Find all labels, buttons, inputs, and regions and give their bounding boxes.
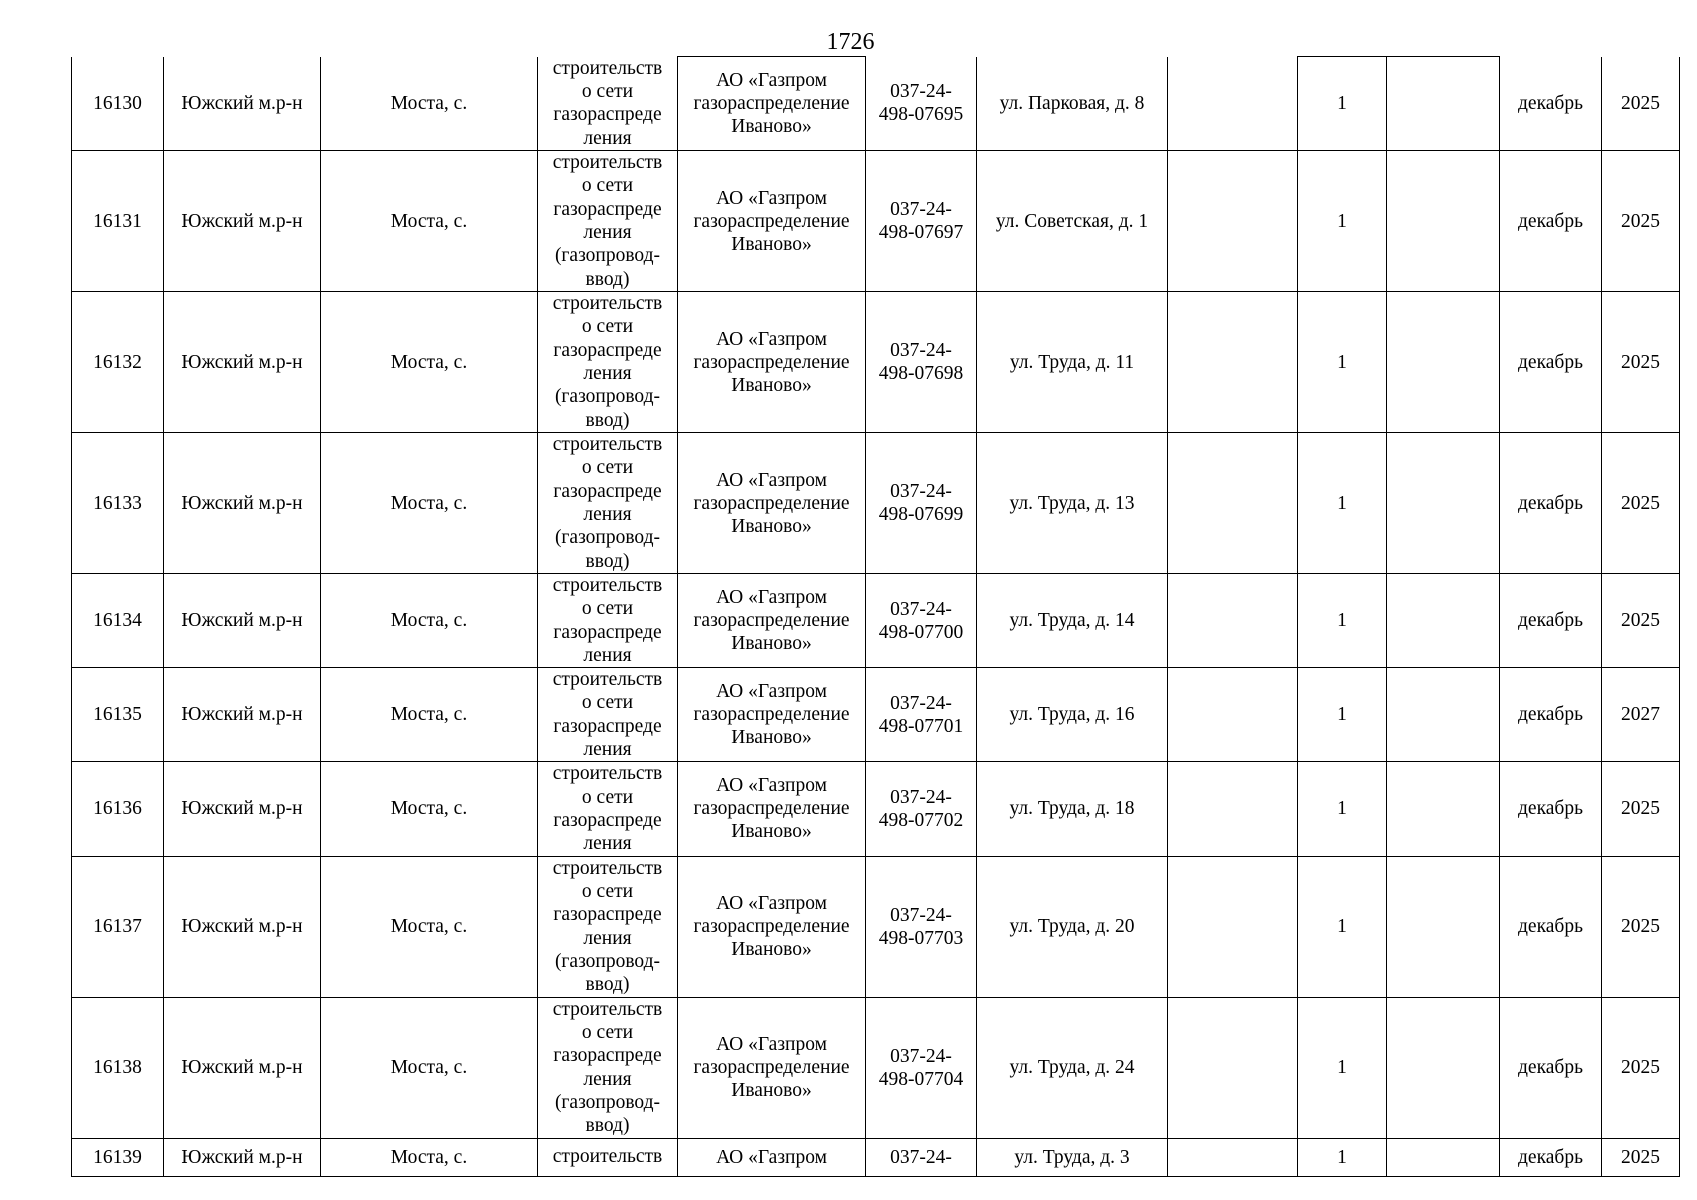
month-cell	[1500, 433, 1602, 574]
organization-cell-line: АО «Газпром	[716, 587, 827, 609]
year-cell-text: 2025	[1621, 798, 1660, 820]
count-cell	[1298, 856, 1387, 997]
address-cell	[977, 856, 1168, 997]
work-type-cell-line: ввод)	[585, 268, 630, 290]
address-cell	[977, 433, 1168, 574]
page-number: 1726	[826, 29, 875, 55]
district-cell	[164, 292, 321, 433]
work-type-cell	[538, 433, 678, 574]
district-cell	[164, 856, 321, 997]
table-row	[72, 433, 1680, 574]
organization-cell-line: АО «Газпром	[716, 1034, 827, 1056]
address-cell-text: ул. Труда, д. 16	[1009, 704, 1135, 726]
count-cell	[1298, 151, 1387, 292]
work-type-cell	[538, 856, 678, 997]
empty-cell-10	[1387, 856, 1500, 997]
table-row	[72, 151, 1680, 292]
district-cell	[164, 57, 321, 151]
count-cell-text: 1	[1337, 916, 1347, 938]
year-cell-text: 2027	[1621, 704, 1660, 726]
organization-cell-line: Иваново»	[731, 633, 812, 655]
district-cell	[164, 1138, 321, 1176]
organization-cell-line: АО «Газпром	[716, 187, 827, 209]
work-type-cell-line: (газопровод-	[554, 245, 661, 267]
month-cell-text: декабрь	[1518, 1057, 1583, 1079]
settlement-cell-text: Моста, с.	[390, 704, 468, 726]
object-code-cell-line: 037-24-	[890, 481, 952, 502]
empty-cell-8	[1168, 668, 1298, 762]
row-number-cell	[72, 433, 164, 574]
organization-cell-line: Иваново»	[731, 939, 812, 961]
organization-cell-line: АО «Газпром	[716, 775, 827, 797]
work-type-cell-line: строительств	[552, 857, 663, 879]
organization-cell	[678, 292, 866, 433]
organization-cell	[678, 433, 866, 574]
work-type-cell-line: газораспреде	[553, 339, 662, 361]
work-type-cell-line: ления	[583, 739, 632, 761]
organization-cell-line: газораспределение	[693, 210, 850, 232]
table-row	[72, 668, 1680, 762]
object-code-cell-line: 037-24-	[890, 1146, 952, 1168]
month-cell	[1500, 57, 1602, 151]
month-cell-text: декабрь	[1518, 704, 1583, 726]
organization-cell-line: газораспределение	[693, 798, 850, 820]
count-cell-text: 1	[1337, 1146, 1347, 1168]
organization-cell-line: АО «Газпром	[716, 328, 827, 350]
organization-cell	[678, 762, 866, 856]
work-type-cell-line: о сети	[581, 457, 634, 479]
empty-cell-8	[1168, 151, 1298, 292]
count-cell-text: 1	[1337, 210, 1347, 232]
organization-cell-line: газораспределение	[693, 351, 850, 373]
count-cell	[1298, 574, 1387, 668]
district-cell	[164, 762, 321, 856]
row-number-cell-text: 16137	[93, 916, 142, 938]
object-code-cell	[866, 762, 977, 856]
object-code-cell	[866, 574, 977, 668]
month-cell	[1500, 151, 1602, 292]
row-number-cell	[72, 762, 164, 856]
work-type-cell-line: ввод)	[585, 550, 630, 572]
work-type-cell	[538, 762, 678, 856]
year-cell	[1602, 997, 1680, 1138]
year-cell-text: 2025	[1621, 610, 1660, 632]
object-code-cell-line: 498-07700	[878, 621, 964, 643]
year-cell	[1602, 292, 1680, 433]
object-code-cell-line: 498-07698	[878, 363, 964, 384]
settlement-cell	[321, 151, 538, 292]
work-type-cell	[538, 292, 678, 433]
work-type-cell-line: о сети	[581, 175, 634, 197]
work-type-cell-line: (газопровод-	[554, 527, 661, 549]
work-type-cell-line: ления	[583, 644, 632, 666]
work-type-cell-line: ввод)	[585, 974, 630, 996]
work-type-cell-line: ления	[583, 504, 632, 525]
object-code-cell-line: 037-24-	[890, 786, 952, 808]
work-type-cell-line: строительств	[552, 669, 663, 691]
settlement-cell-text: Моста, с.	[390, 798, 468, 820]
district-cell-text: Южский м.р-н	[181, 704, 303, 726]
month-cell	[1500, 574, 1602, 668]
count-cell	[1298, 1138, 1387, 1176]
count-cell	[1298, 292, 1387, 433]
count-cell	[1298, 997, 1387, 1138]
organization-cell-line: газораспределение	[693, 1057, 850, 1079]
count-cell-text: 1	[1337, 798, 1347, 820]
object-code-cell-line: 037-24-	[890, 1045, 952, 1067]
organization-cell-line: газораспределение	[693, 916, 850, 938]
month-cell	[1500, 668, 1602, 762]
empty-cell-10	[1387, 762, 1500, 856]
work-type-cell-line: газораспреде	[553, 904, 662, 926]
row-number-cell	[72, 151, 164, 292]
district-cell	[164, 433, 321, 574]
month-cell	[1500, 1138, 1602, 1176]
object-code-cell-line: 498-07697	[878, 222, 964, 243]
district-cell-text: Южский м.р-н	[181, 1057, 303, 1079]
work-type-cell-line: о сети	[581, 786, 634, 808]
empty-cell-8	[1168, 1138, 1298, 1176]
object-code-cell-line: 498-07695	[878, 104, 964, 126]
district-cell	[164, 997, 321, 1138]
organization-cell-line: Иваново»	[731, 116, 812, 137]
row-number-cell	[72, 856, 164, 997]
object-code-cell-line: 498-07702	[878, 809, 964, 831]
settlement-cell-text: Моста, с.	[390, 610, 468, 632]
address-cell-text: ул. Парковая, д. 8	[999, 92, 1145, 114]
year-cell	[1602, 151, 1680, 292]
district-cell-text: Южский м.р-н	[181, 1146, 303, 1168]
work-type-cell	[538, 1138, 678, 1176]
count-cell-text: 1	[1337, 1057, 1347, 1079]
year-cell-text: 2025	[1621, 1146, 1660, 1168]
month-cell	[1500, 856, 1602, 997]
organization-cell	[678, 668, 866, 762]
settlement-cell-text: Моста, с.	[390, 92, 468, 114]
row-number-cell-text: 16130	[93, 92, 142, 114]
work-type-cell-line: ления	[583, 833, 632, 855]
year-cell-text: 2025	[1621, 492, 1660, 514]
settlement-cell-text: Моста, с.	[390, 492, 468, 514]
work-type-cell-line: строительств	[552, 57, 663, 79]
row-number-cell-text: 16135	[93, 704, 142, 726]
object-code-cell-line: 037-24-	[890, 904, 952, 926]
work-type-cell-line: ввод)	[585, 409, 630, 431]
object-code-cell-line: 498-07704	[878, 1068, 964, 1090]
count-cell	[1298, 57, 1387, 151]
settlement-cell-text: Моста, с.	[390, 210, 468, 232]
settlement-cell	[321, 57, 538, 151]
empty-cell-10	[1387, 151, 1500, 292]
settlement-cell	[321, 762, 538, 856]
address-cell-text: ул. Труда, д. 14	[1009, 610, 1135, 632]
work-type-cell-line: ления	[583, 927, 632, 949]
district-cell-text: Южский м.р-н	[181, 92, 303, 114]
object-code-cell	[866, 856, 977, 997]
work-type-cell	[538, 574, 678, 668]
empty-cell-8	[1168, 574, 1298, 668]
count-cell	[1298, 433, 1387, 574]
organization-cell-line: газораспределение	[693, 93, 850, 114]
work-type-cell-line: строительств	[552, 293, 663, 315]
month-cell-text: декабрь	[1518, 610, 1583, 632]
organization-cell-line: газораспределение	[693, 610, 850, 632]
settlement-cell	[321, 668, 538, 762]
settlement-cell	[321, 292, 538, 433]
month-cell	[1500, 997, 1602, 1138]
district-cell-text: Южский м.р-н	[181, 210, 303, 232]
row-number-cell-text: 16134	[93, 610, 142, 632]
year-cell	[1602, 574, 1680, 668]
table-row	[72, 856, 1680, 997]
district-cell	[164, 574, 321, 668]
object-code-cell-line: 498-07703	[878, 927, 964, 949]
work-type-cell-line: о сети	[581, 598, 634, 620]
work-type-cell-line: о сети	[581, 880, 634, 902]
year-cell	[1602, 856, 1680, 997]
address-cell	[977, 574, 1168, 668]
object-code-cell-line: 498-07699	[878, 504, 964, 525]
address-cell	[977, 292, 1168, 433]
district-cell-text: Южский м.р-н	[181, 610, 303, 632]
year-cell	[1602, 57, 1680, 151]
work-type-cell-line: газораспреде	[553, 809, 662, 831]
address-cell	[977, 668, 1168, 762]
empty-cell-10	[1387, 57, 1500, 151]
table-row	[72, 292, 1680, 433]
settlement-cell-text: Моста, с.	[390, 916, 468, 938]
address-cell-text: ул. Труда, д. 13	[1009, 492, 1135, 514]
year-cell-text: 2025	[1621, 916, 1660, 938]
object-code-cell-line: 037-24-	[890, 81, 952, 103]
row-number-cell-text: 16138	[93, 1057, 142, 1079]
table-body	[72, 57, 1680, 1177]
empty-cell-10	[1387, 668, 1500, 762]
month-cell-text: декабрь	[1518, 798, 1583, 820]
row-number-cell-text: 16136	[93, 798, 142, 820]
row-number-cell-text: 16139	[93, 1146, 142, 1168]
count-cell-text: 1	[1337, 351, 1347, 373]
address-cell	[977, 151, 1168, 292]
object-code-cell	[866, 997, 977, 1138]
table-row	[72, 997, 1680, 1138]
organization-cell	[678, 574, 866, 668]
year-cell	[1602, 1138, 1680, 1176]
work-type-cell-line: о сети	[581, 316, 634, 338]
work-type-cell-line: о сети	[581, 692, 634, 714]
address-cell	[977, 762, 1168, 856]
month-cell-text: декабрь	[1518, 351, 1583, 373]
year-cell	[1602, 668, 1680, 762]
district-cell	[164, 151, 321, 292]
settlement-cell	[321, 1138, 538, 1176]
district-cell-text: Южский м.р-н	[181, 798, 303, 820]
month-cell-text: декабрь	[1518, 492, 1583, 514]
settlement-cell	[321, 856, 538, 997]
work-type-cell-line: строительств	[552, 763, 663, 785]
month-cell-text: декабрь	[1518, 1146, 1583, 1168]
work-type-cell-line: строительств	[552, 1146, 663, 1168]
row-number-cell	[72, 574, 164, 668]
work-type-cell	[538, 57, 678, 151]
count-cell-text: 1	[1337, 492, 1347, 514]
work-type-cell-line: ввод)	[585, 1115, 630, 1137]
object-code-cell	[866, 433, 977, 574]
work-type-cell-line: строительств	[552, 434, 663, 456]
table-row	[72, 57, 1680, 151]
work-type-cell	[538, 997, 678, 1138]
address-cell-text: ул. Советская, д. 1	[995, 210, 1149, 232]
row-number-cell	[72, 668, 164, 762]
address-cell-text: ул. Труда, д. 18	[1009, 798, 1135, 820]
row-number-cell	[72, 997, 164, 1138]
organization-cell-line: Иваново»	[731, 727, 812, 749]
empty-cell-8	[1168, 997, 1298, 1138]
object-code-cell-line: 037-24-	[890, 340, 952, 361]
work-type-cell-line: ления	[583, 222, 632, 243]
count-cell-text: 1	[1337, 93, 1347, 114]
work-type-cell-line: о сети	[581, 1021, 634, 1043]
work-type-cell-line: ления	[583, 127, 632, 149]
work-type-cell-line: (газопровод-	[554, 950, 661, 972]
empty-cell-10	[1387, 997, 1500, 1138]
table-row	[72, 1138, 1680, 1176]
work-type-cell-line: газораспреде	[553, 104, 662, 126]
settlement-cell	[321, 433, 538, 574]
organization-cell	[678, 151, 866, 292]
address-cell	[977, 1138, 1168, 1176]
year-cell	[1602, 762, 1680, 856]
organization-cell	[678, 1138, 866, 1176]
row-number-cell-text: 16132	[93, 351, 142, 373]
month-cell-text: декабрь	[1518, 92, 1583, 114]
year-cell	[1602, 433, 1680, 574]
count-cell	[1298, 762, 1387, 856]
empty-cell-10	[1387, 574, 1500, 668]
empty-cell-10	[1387, 433, 1500, 574]
address-cell-text: ул. Труда, д. 20	[1009, 916, 1135, 938]
work-type-cell-line: строительств	[552, 998, 663, 1020]
address-cell-text: ул. Труда, д. 24	[1009, 1057, 1135, 1079]
empty-cell-8	[1168, 433, 1298, 574]
settlement-cell	[321, 574, 538, 668]
count-cell-text: 1	[1337, 610, 1347, 632]
settlement-cell	[321, 997, 538, 1138]
work-type-cell	[538, 668, 678, 762]
empty-cell-10	[1387, 1138, 1500, 1176]
organization-cell	[678, 57, 866, 151]
empty-cell-8	[1168, 762, 1298, 856]
work-type-cell-line: газораспреде	[553, 621, 662, 643]
row-number-cell-text: 16133	[93, 492, 142, 514]
work-type-cell-line: о сети	[581, 80, 634, 102]
work-type-cell-line: строительств	[552, 152, 663, 174]
object-code-cell-line: 037-24-	[890, 692, 952, 714]
empty-cell-8	[1168, 57, 1298, 151]
district-cell	[164, 668, 321, 762]
work-type-cell	[538, 151, 678, 292]
empty-cell-8	[1168, 856, 1298, 997]
month-cell-text: декабрь	[1518, 210, 1583, 232]
registry-table	[71, 56, 1680, 1177]
object-code-cell	[866, 1138, 977, 1176]
organization-cell	[678, 856, 866, 997]
work-type-cell-line: ления	[583, 363, 632, 384]
organization-cell-line: газораспределение	[693, 492, 850, 514]
work-type-cell-line: ления	[583, 1068, 632, 1090]
district-cell-text: Южский м.р-н	[181, 916, 303, 938]
address-cell-text: ул. Труда, д. 11	[1009, 351, 1135, 373]
work-type-cell-line: строительств	[552, 575, 663, 596]
object-code-cell	[866, 668, 977, 762]
month-cell	[1500, 762, 1602, 856]
organization-cell-line: газораспределение	[693, 704, 850, 726]
empty-cell-8	[1168, 292, 1298, 433]
organization-cell-line: Иваново»	[731, 515, 812, 537]
year-cell-text: 2025	[1621, 210, 1660, 232]
organization-cell-line: АО «Газпром	[716, 70, 827, 91]
month-cell	[1500, 292, 1602, 433]
work-type-cell-line: газораспреде	[553, 715, 662, 737]
count-cell	[1298, 668, 1387, 762]
address-cell	[977, 997, 1168, 1138]
object-code-cell-line: 037-24-	[890, 598, 952, 620]
work-type-cell-line: газораспреде	[553, 198, 662, 220]
district-cell-text: Южский м.р-н	[181, 351, 303, 373]
count-cell-text: 1	[1337, 704, 1347, 726]
year-cell-text: 2025	[1621, 351, 1660, 373]
work-type-cell-line: (газопровод-	[554, 386, 661, 408]
object-code-cell-line: 498-07701	[878, 715, 964, 737]
settlement-cell-text: Моста, с.	[390, 1146, 468, 1168]
settlement-cell-text: Моста, с.	[390, 351, 468, 373]
organization-cell-line: АО «Газпром	[716, 893, 827, 915]
year-cell-text: 2025	[1621, 1057, 1660, 1079]
table-row	[72, 574, 1680, 668]
month-cell-text: декабрь	[1518, 916, 1583, 938]
object-code-cell	[866, 292, 977, 433]
settlement-cell-text: Моста, с.	[390, 1057, 468, 1079]
organization-cell	[678, 997, 866, 1138]
row-number-cell	[72, 57, 164, 151]
organization-cell-line: АО «Газпром	[716, 681, 827, 703]
organization-cell-line: Иваново»	[731, 821, 812, 843]
organization-cell-line: Иваново»	[731, 1080, 812, 1102]
row-number-cell	[72, 292, 164, 433]
object-code-cell	[866, 151, 977, 292]
row-number-cell-text: 16131	[93, 210, 142, 232]
organization-cell-line: АО «Газпром	[716, 1146, 827, 1168]
object-code-cell	[866, 57, 977, 151]
empty-cell-10	[1387, 292, 1500, 433]
object-code-cell-line: 037-24-	[890, 199, 952, 220]
work-type-cell-line: газораспреде	[553, 1045, 662, 1067]
work-type-cell-line: (газопровод-	[554, 1091, 661, 1113]
district-cell-text: Южский м.р-н	[181, 492, 303, 514]
organization-cell-line: Иваново»	[731, 233, 812, 255]
work-type-cell-line: газораспреде	[553, 480, 662, 502]
table-row	[72, 762, 1680, 856]
address-cell-text: ул. Труда, д. 3	[1014, 1146, 1130, 1168]
year-cell-text: 2025	[1621, 92, 1660, 114]
organization-cell-line: АО «Газпром	[716, 469, 827, 491]
row-number-cell	[72, 1138, 164, 1176]
organization-cell-line: Иваново»	[731, 374, 812, 396]
address-cell	[977, 57, 1168, 151]
